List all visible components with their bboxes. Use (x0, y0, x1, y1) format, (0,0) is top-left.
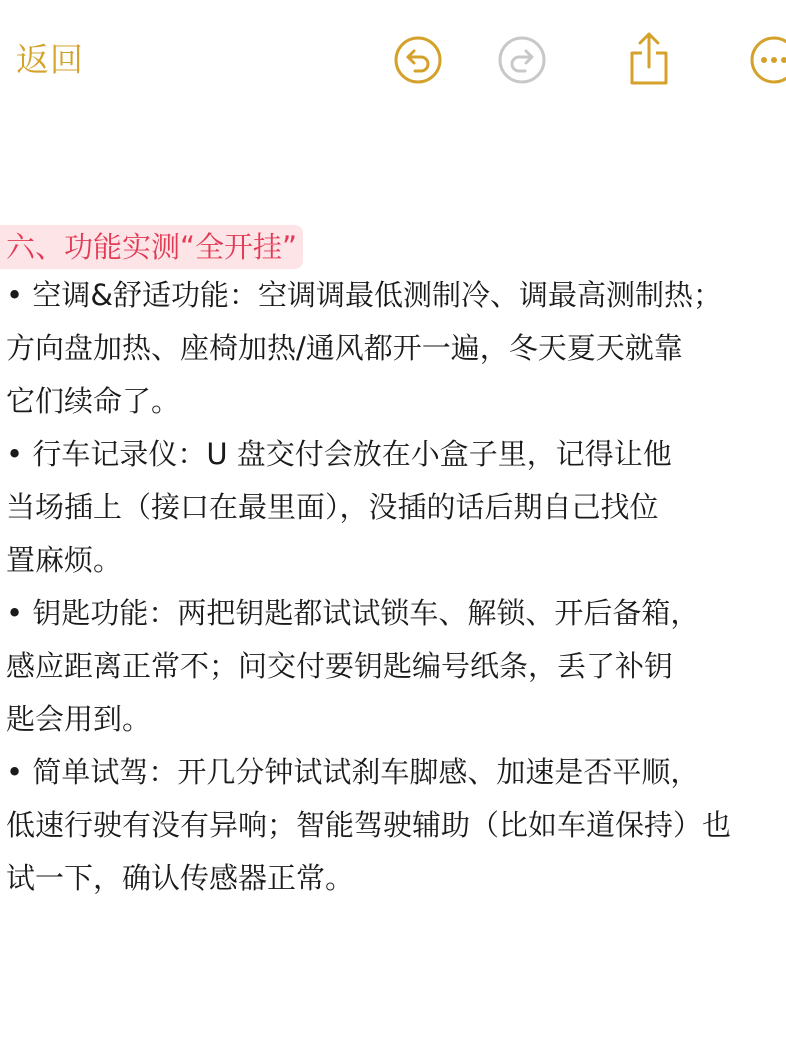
share-button[interactable] (624, 31, 674, 81)
text-line: • 行车记录仪：U 盘交付会放在小盒子里，记得让他 (6, 437, 672, 471)
text-line: 匙会用到。 (6, 702, 152, 736)
share-icon (624, 31, 674, 87)
paragraph-dashcam (0, 428, 786, 587)
more-icon (749, 35, 786, 85)
redo-button[interactable] (497, 35, 547, 85)
paragraph-comfort (0, 269, 786, 428)
more-button[interactable] (749, 35, 786, 85)
text-line: 方向盘加热、座椅加热/通风都开一遍，冬天夏天就靠 (6, 331, 683, 365)
undo-button[interactable] (393, 35, 443, 85)
text-line: • 空调&舒适功能：空调调最低测制冷、调最高测制热； (6, 278, 722, 312)
text-line: 它们续命了。 (6, 384, 181, 418)
paragraph-test-drive (0, 746, 786, 905)
back-button[interactable]: 返回 (16, 40, 84, 79)
paragraph-key (0, 587, 786, 746)
text-line: • 简单试驾：开几分钟试试刹车脚感、加速是否平顺， (6, 755, 700, 789)
undo-icon (393, 35, 443, 85)
text-line: 低速行驶有没有异响；智能驾驶辅助（比如车道保持）也 (6, 808, 732, 842)
text-line: 感应距离正常不；问交付要钥匙编号纸条，丢了补钥 (6, 649, 674, 683)
text-line: • 钥匙功能：两把钥匙都试试锁车、解锁、开后备箱， (6, 596, 700, 630)
text-line: 试一下，确认传感器正常。 (6, 861, 355, 895)
toolbar (0, 0, 786, 120)
redo-icon (497, 35, 547, 85)
text-line: 当场插上（接口在最里面），没插的话后期自己找位 (6, 490, 659, 524)
text-line: 置麻烦。 (6, 543, 123, 577)
note-body[interactable] (0, 225, 786, 905)
section-heading: 六、功能实测“全开挂” (0, 225, 303, 269)
